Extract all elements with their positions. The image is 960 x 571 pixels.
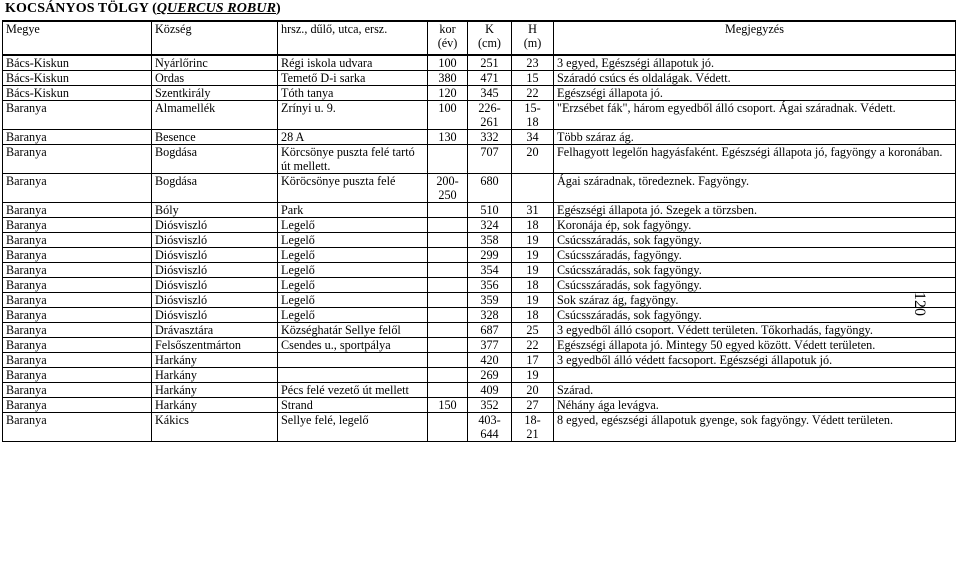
cell-k: 251 (468, 55, 512, 71)
cell-k: 687 (468, 323, 512, 338)
cell-kor (428, 263, 468, 278)
cell-hrsz: Csendes u., sportpálya (278, 338, 428, 353)
table-row (3, 218, 956, 233)
cell-h: 17 (512, 353, 554, 368)
cell-kozseg: Diósviszló (152, 278, 278, 293)
cell-h: 25 (512, 323, 554, 338)
cell-kor (428, 413, 468, 442)
cell-kor (428, 308, 468, 323)
cell-megye: Baranya (3, 308, 152, 323)
cell-kozseg: Ordas (152, 71, 278, 86)
cell-h: 22 (512, 338, 554, 353)
cell-h: 27 (512, 398, 554, 413)
cell-megye: Baranya (3, 338, 152, 353)
cell-kozseg: Harkány (152, 353, 278, 368)
table-row (3, 174, 956, 203)
cell-megye: Baranya (3, 398, 152, 413)
cell-hrsz: Sellye felé, legelő (278, 413, 428, 442)
cell-kor (428, 323, 468, 338)
cell-megye: Baranya (3, 145, 152, 174)
cell-hrsz: Pécs felé vezető út mellett (278, 383, 428, 398)
cell-k: 328 (468, 308, 512, 323)
cell-kozseg: Bogdása (152, 145, 278, 174)
cell-hrsz: Legelő (278, 248, 428, 263)
cell-hrsz: Park (278, 203, 428, 218)
table-row (3, 145, 956, 174)
cell-kozseg: Felsőszentmárton (152, 338, 278, 353)
cell-kor (428, 145, 468, 174)
cell-megye: Baranya (3, 413, 152, 442)
cell-note: Szárad. (554, 383, 956, 398)
cell-k: 354 (468, 263, 512, 278)
cell-note: 8 egyed, egészségi állapotuk gyenge, sok fagyöngy. Védett területen. (554, 413, 956, 442)
cell-kozseg: Diósviszló (152, 248, 278, 263)
cell-kor: 120 (428, 86, 468, 101)
cell-kor (428, 338, 468, 353)
cell-h: 22 (512, 86, 554, 101)
table-row (3, 368, 956, 383)
cell-kor (428, 278, 468, 293)
cell-h: 19 (512, 293, 554, 308)
cell-megye: Baranya (3, 101, 152, 130)
cell-kozseg: Nyárlőrinc (152, 55, 278, 71)
cell-note: Csúcsszáradás, sok fagyöngy. (554, 263, 956, 278)
header-megjegyzes: Megjegyzés (554, 21, 956, 55)
cell-note (554, 368, 956, 383)
cell-kor (428, 383, 468, 398)
cell-note: Egészségi állapota jó. Szegek a törzsben. (554, 203, 956, 218)
cell-kozseg: Diósviszló (152, 218, 278, 233)
cell-megye: Baranya (3, 130, 152, 145)
page-title (5, 1, 281, 17)
cell-kozseg: Besence (152, 130, 278, 145)
cell-hrsz: Legelő (278, 233, 428, 248)
cell-note: Ágai száradnak, töredeznek. Fagyöngy. (554, 174, 956, 203)
cell-hrsz: Strand (278, 398, 428, 413)
cell-h: 31 (512, 203, 554, 218)
cell-kor (428, 233, 468, 248)
cell-note: Felhagyott legelőn hagyásfaként. Egészségi állapota jó, fagyöngy a koronában. (554, 145, 956, 174)
cell-megye: Baranya (3, 383, 152, 398)
table-row (3, 278, 956, 293)
cell-hrsz: 28 A (278, 130, 428, 145)
cell-megye: Bács-Kiskun (3, 71, 152, 86)
cell-kor (428, 293, 468, 308)
cell-hrsz: Tóth tanya (278, 86, 428, 101)
table-row (3, 86, 956, 101)
cell-kor: 100 (428, 55, 468, 71)
cell-h: 34 (512, 130, 554, 145)
cell-note: 3 egyedből álló csoport. Védett területen. Tőkorhadás, fagyöngy. (554, 323, 956, 338)
cell-note: Csúcsszáradás, sok fagyöngy. (554, 278, 956, 293)
cell-k: 324 (468, 218, 512, 233)
table-row (3, 398, 956, 413)
cell-k: 707 (468, 145, 512, 174)
cell-h: 19 (512, 368, 554, 383)
cell-hrsz: Köröcsönye puszta felé (278, 174, 428, 203)
cell-h: 20 (512, 383, 554, 398)
cell-k: 377 (468, 338, 512, 353)
cell-kozseg: Diósviszló (152, 263, 278, 278)
cell-k: 358 (468, 233, 512, 248)
cell-hrsz (278, 353, 428, 368)
cell-k: 409 (468, 383, 512, 398)
table-row (3, 55, 956, 71)
header-kozseg: Község (152, 21, 278, 55)
cell-hrsz: Legelő (278, 293, 428, 308)
cell-note: "Erzsébet fák", három egyedből álló csoport. Ágai száradnak. Védett. (554, 101, 956, 130)
cell-note: Egészségi állapota jó. Mintegy 50 egyed között. Védett területen. (554, 338, 956, 353)
header-megye: Megye (3, 21, 152, 55)
cell-megye: Baranya (3, 278, 152, 293)
cell-h: 23 (512, 55, 554, 71)
title-latin-name: QUERCUS ROBUR (156, 1, 277, 16)
cell-hrsz: Zrínyi u. 9. (278, 101, 428, 130)
cell-note: 3 egyedből álló védett facsoport. Egészségi állapotuk jó. (554, 353, 956, 368)
cell-note: Néhány ága levágva. (554, 398, 956, 413)
table-row (3, 263, 956, 278)
cell-note: Egészségi állapota jó. (554, 86, 956, 101)
cell-kozseg: Bogdása (152, 174, 278, 203)
cell-h: 19 (512, 263, 554, 278)
table-row (3, 338, 956, 353)
cell-kor (428, 353, 468, 368)
cell-kor (428, 218, 468, 233)
table-row (3, 413, 956, 442)
cell-megye: Baranya (3, 203, 152, 218)
table-row (3, 353, 956, 368)
cell-megye: Baranya (3, 233, 152, 248)
cell-note: Csúcsszáradás, sok fagyöngy. (554, 308, 956, 323)
page-number: 120 (911, 292, 928, 316)
cell-note: Koronája ép, sok fagyöngy. (554, 218, 956, 233)
header-kor: kor (év) (428, 21, 468, 55)
table-row (3, 383, 956, 398)
header-h: H (m) (512, 21, 554, 55)
cell-kozseg: Diósviszló (152, 233, 278, 248)
cell-k: 345 (468, 86, 512, 101)
cell-kozseg: Bóly (152, 203, 278, 218)
cell-h: 18 (512, 218, 554, 233)
table-row (3, 233, 956, 248)
oak-inventory-table (2, 20, 956, 442)
cell-kozseg: Almamellék (152, 101, 278, 130)
table-row (3, 323, 956, 338)
cell-hrsz: Régi iskola udvara (278, 55, 428, 71)
cell-kor: 200- 250 (428, 174, 468, 203)
table-row (3, 101, 956, 130)
cell-kor: 130 (428, 130, 468, 145)
cell-k: 403- 644 (468, 413, 512, 442)
cell-hrsz: Legelő (278, 308, 428, 323)
cell-kor: 380 (428, 71, 468, 86)
cell-megye: Bács-Kiskun (3, 55, 152, 71)
cell-h (512, 174, 554, 203)
cell-megye: Baranya (3, 248, 152, 263)
cell-megye: Bács-Kiskun (3, 86, 152, 101)
cell-kor (428, 203, 468, 218)
cell-k: 510 (468, 203, 512, 218)
cell-kor: 100 (428, 101, 468, 130)
cell-note: Sok száraz ág, fagyöngy. (554, 293, 956, 308)
cell-hrsz: Községhatár Sellye felől (278, 323, 428, 338)
cell-k: 332 (468, 130, 512, 145)
cell-k: 226- 261 (468, 101, 512, 130)
cell-h: 19 (512, 248, 554, 263)
cell-kozseg: Harkány (152, 368, 278, 383)
cell-kor: 150 (428, 398, 468, 413)
cell-note: Száradó csúcs és oldalágak. Védett. (554, 71, 956, 86)
cell-k: 299 (468, 248, 512, 263)
cell-megye: Baranya (3, 218, 152, 233)
cell-megye: Baranya (3, 323, 152, 338)
cell-k: 420 (468, 353, 512, 368)
cell-kozseg: Diósviszló (152, 293, 278, 308)
cell-k: 352 (468, 398, 512, 413)
cell-megye: Baranya (3, 368, 152, 383)
cell-h: 19 (512, 233, 554, 248)
cell-k: 471 (468, 71, 512, 86)
header-k: K (cm) (468, 21, 512, 55)
cell-h: 18 (512, 308, 554, 323)
cell-hrsz: Temető D-i sarka (278, 71, 428, 86)
cell-note: Csúcsszáradás, fagyöngy. (554, 248, 956, 263)
cell-hrsz: Legelő (278, 218, 428, 233)
cell-h: 15- 18 (512, 101, 554, 130)
cell-hrsz: Legelő (278, 263, 428, 278)
cell-megye: Baranya (3, 174, 152, 203)
cell-kozseg: Harkány (152, 398, 278, 413)
title-close: ) (276, 1, 281, 16)
cell-h: 18- 21 (512, 413, 554, 442)
cell-k: 680 (468, 174, 512, 203)
cell-megye: Baranya (3, 293, 152, 308)
cell-k: 269 (468, 368, 512, 383)
cell-kor (428, 248, 468, 263)
cell-hrsz (278, 368, 428, 383)
table-row (3, 293, 956, 308)
cell-h: 18 (512, 278, 554, 293)
cell-note: Több száraz ág. (554, 130, 956, 145)
header-row (3, 21, 956, 55)
table-row (3, 248, 956, 263)
cell-h: 20 (512, 145, 554, 174)
cell-k: 356 (468, 278, 512, 293)
cell-megye: Baranya (3, 263, 152, 278)
cell-kozseg: Szentkirály (152, 86, 278, 101)
table-row (3, 71, 956, 86)
cell-kor (428, 368, 468, 383)
cell-note: 3 egyed, Egészségi állapotuk jó. (554, 55, 956, 71)
cell-kozseg: Drávasztára (152, 323, 278, 338)
cell-kozseg: Diósviszló (152, 308, 278, 323)
cell-megye: Baranya (3, 353, 152, 368)
cell-note: Csúcsszáradás, sok fagyöngy. (554, 233, 956, 248)
cell-kozseg: Harkány (152, 383, 278, 398)
cell-h: 15 (512, 71, 554, 86)
header-hrsz: hrsz., dűlő, utca, ersz. (278, 21, 428, 55)
title-main: KOCSÁNYOS TÖLGY ( (5, 1, 157, 16)
table-row (3, 308, 956, 323)
table-row (3, 203, 956, 218)
cell-hrsz: Körcsönye puszta felé tartó út mellett. (278, 145, 428, 174)
table-row (3, 130, 956, 145)
cell-k: 359 (468, 293, 512, 308)
table-body (3, 55, 956, 442)
cell-kozseg: Kákics (152, 413, 278, 442)
cell-hrsz: Legelő (278, 278, 428, 293)
